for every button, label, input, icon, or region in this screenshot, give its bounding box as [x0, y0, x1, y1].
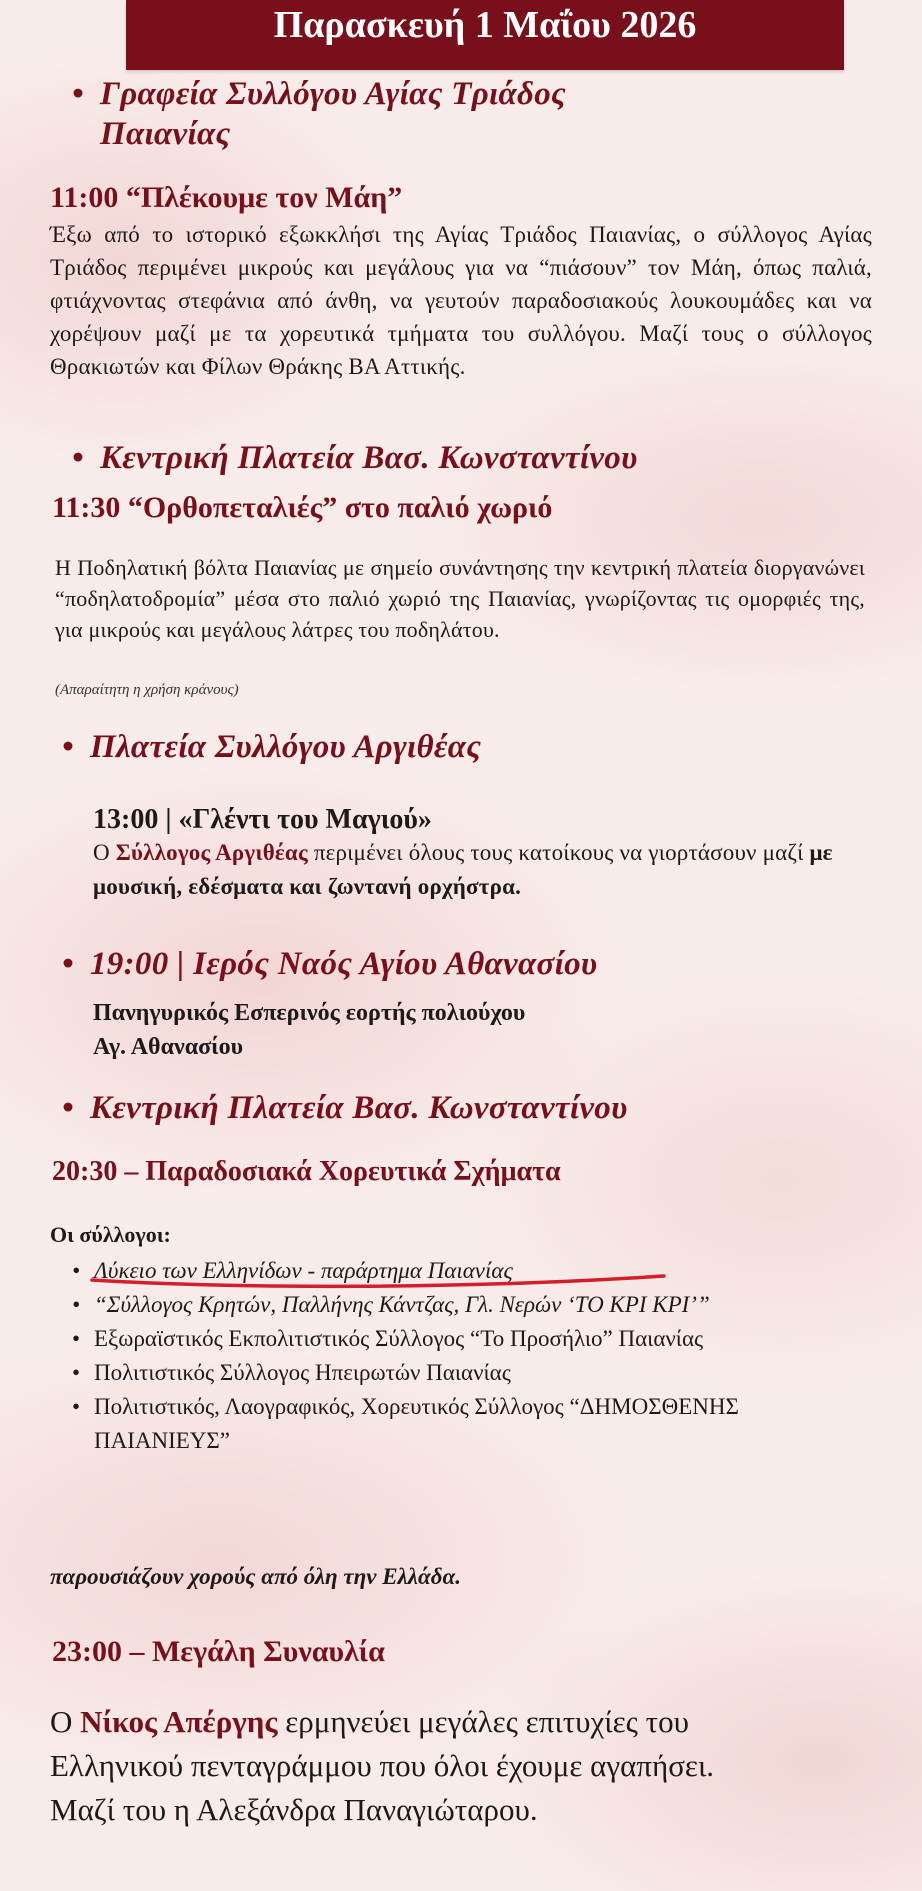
bullet-icon: •: [62, 729, 74, 765]
vespers-description: [93, 996, 525, 1064]
bullet-icon: •: [72, 440, 84, 476]
event-title-1100: 11:00 “Πλέκουμε τον Μάη”: [50, 181, 403, 214]
venue-line-1: Γραφεία Συλλόγου Αγίας Τριάδος: [100, 76, 567, 112]
venue-label: Κεντρική Πλατεία Βασ. Κωνσταντίνου: [90, 1090, 628, 1126]
event-body-1300: [93, 836, 883, 904]
date-header: [126, 0, 844, 70]
event-title-1130: 11:30 “Ορθοπεταλιές” στο παλιό χωριό: [52, 491, 553, 524]
body-text: ερμηνεύει μεγάλες επιτυχίες του Ελληνικού πενταγράμμου που όλοι έχουμε αγαπήσει.: [50, 1704, 715, 1783]
concert-guest: Μαζί του η Αλεξάνδρα Παναγιώταρου.: [50, 1792, 538, 1827]
body-text: Ο: [93, 840, 116, 865]
venue-central-square-2: [62, 1088, 882, 1128]
artist-name: Νίκος Απέργης: [80, 1704, 278, 1739]
body-text: περιμένει όλους τους κατοίκους να γιορτάσουν μαζί: [307, 840, 810, 865]
venue-argithea-square: [62, 727, 862, 767]
concert-description: [50, 1700, 810, 1832]
venue-label: Κεντρική Πλατεία Βασ. Κωνσταντίνου: [100, 440, 638, 476]
event-title-2030: 20:30 – Παραδοσιακά Χορευτικά Σχήματα: [52, 1156, 561, 1187]
date-header-text: Παρασκευή 1 Μαΐου 2026: [273, 4, 697, 46]
club-name-argithea: Σύλλογος Αργιθέας: [115, 840, 308, 865]
event-title-1300: 13:00 | «Γλέντι του Μαγιού»: [93, 804, 432, 835]
vespers-line-2: Αγ. Αθανασίου: [93, 1034, 244, 1060]
list-item: • “Σύλλογος Κρητών, Παλλήνης Κάντζας, Γλ. Νερών ‘ΤΟ ΚΡΙ ΚΡΙ’”: [72, 1288, 792, 1322]
venue-label: 19:00 | Ιερός Ναός Αγίου Αθανασίου: [90, 946, 598, 982]
event-body-1130: Η Ποδηλατική βόλτα Παιανίας με σημείο συνάντησης την κεντρική πλατεία διοργανώνει “ποδηλατοδρομία” μέσα στο παλιό χωριό της Παιανίας, γνωρίζοντας τις ομορφιές της, για μικρούς και μεγάλους λάτρες του ποδηλάτου.: [55, 555, 865, 642]
venue-agios-athanasios: [62, 944, 882, 984]
list-item: • Εξωραϊστικός Εκπολιτιστικός Σύλλογος “Το Προσήλιο” Παιανίας: [72, 1322, 792, 1356]
red-underline-annotation: [88, 1272, 668, 1292]
bullet-icon: •: [62, 946, 74, 982]
bullet-icon: •: [62, 1090, 74, 1126]
bullet-icon: •: [72, 76, 84, 112]
body-emphasis: με μουσική, εδέσματα και ζωντανή ορχήστρα.: [93, 840, 833, 899]
clubs-label: Οι σύλλογοι:: [50, 1222, 171, 1247]
list-item: • Λύκειο των Ελληνίδων - παράρτημα Παιανίας: [72, 1254, 792, 1288]
body-text: Ο: [50, 1704, 81, 1739]
venue-agia-triada: [72, 74, 792, 154]
event-body-1100: Έξω από το ιστορικό εξωκκλήσι της Αγίας Τριάδος Παιανίας, ο σύλλογος Αγίας Τριάδος περιμένει μικρούς και μεγάλους για να “πιάσουν” τον Μάη, όπως παλιά, φτιάχνοντας στεφάνια από άνθη, να γευτούν παραδοσιακούς λουκουμάδες και να χορέψουν μαζί με τα χορευτικά τμήματα του συλλόγου. Μαζί τους ο σύλλογος Θρακιωτών και Φίλων Θράκης ΒΑ Αττικής.: [50, 222, 872, 379]
venue-label: Πλατεία Συλλόγου Αργιθέας: [90, 729, 482, 765]
closing-line: παρουσιάζουν χορούς από όλη την Ελλάδα.: [50, 1564, 461, 1589]
list-item: • Πολιτιστικός Σύλλογος Ηπειρωτών Παιανίας: [72, 1356, 792, 1390]
list-item: • Πολιτιστικός, Λαογραφικός, Χορευτικός Σύλλογος “ΔΗΜΟΣΘΕΝΗΣ ΠΑΙΑΝΙΕΥΣ”: [72, 1390, 792, 1458]
venue-line-2: Παιανίας: [100, 116, 231, 152]
venue-central-square-1: [72, 438, 872, 478]
event-title-2300: 23:00 – Μεγάλη Συναυλία: [52, 1635, 385, 1668]
vespers-line-1: Πανηγυρικός Εσπερινός εορτής πολιούχου: [93, 1000, 526, 1026]
helmet-note: (Απαραίτητη η χρήση κράνους): [55, 682, 239, 698]
